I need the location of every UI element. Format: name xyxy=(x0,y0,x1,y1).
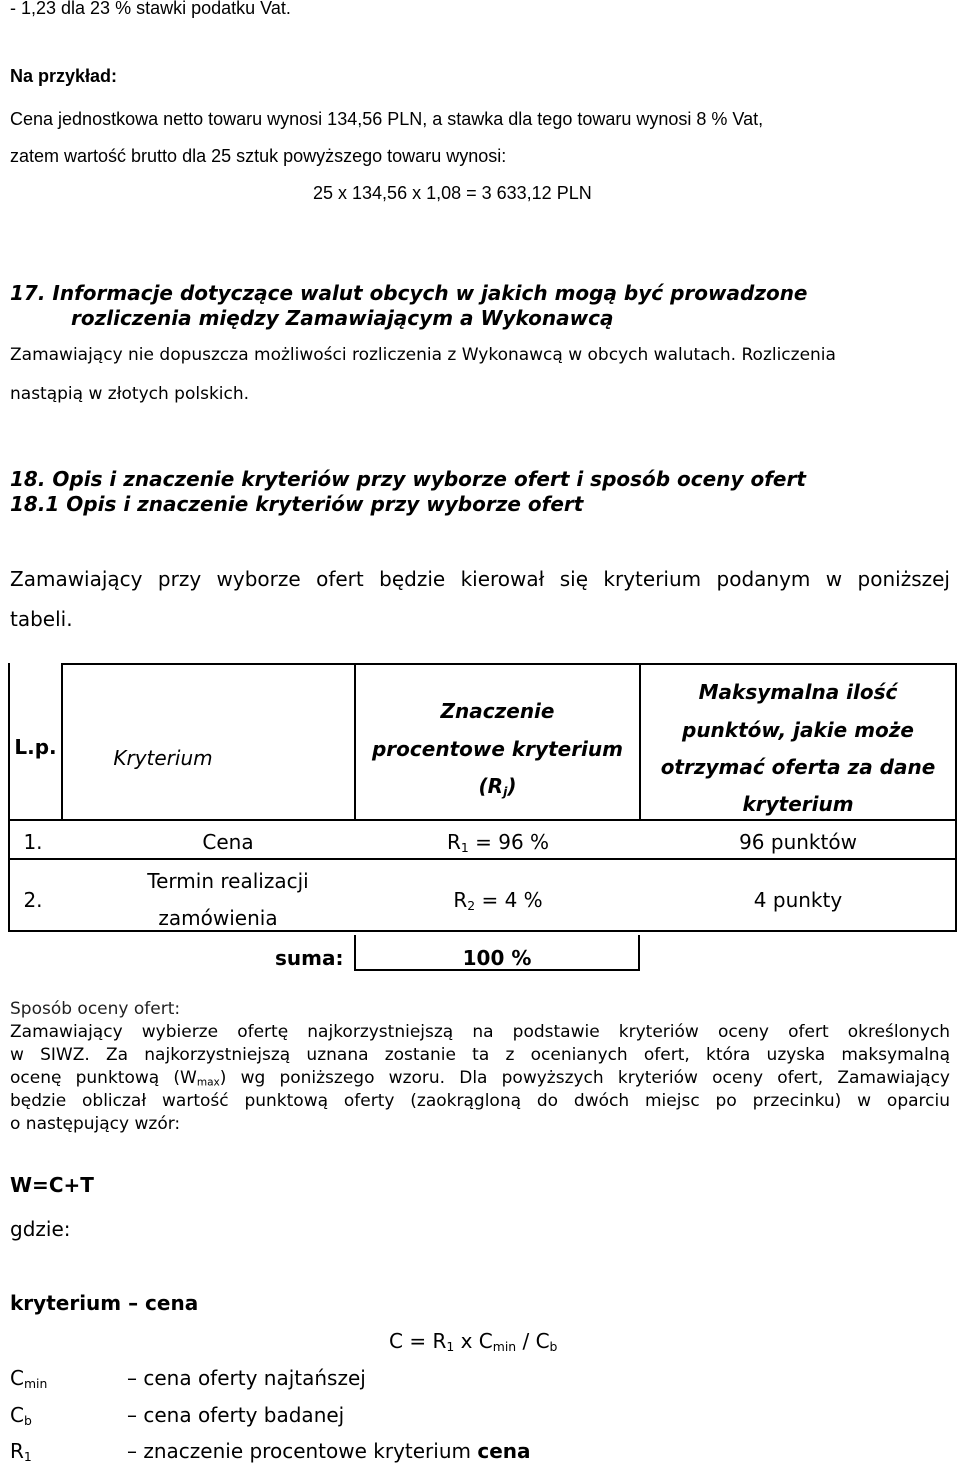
legend-desc-cmin: – cena oferty najtańszej xyxy=(127,1366,366,1390)
sum-label: suma: xyxy=(275,946,344,970)
evaluation-line-3: ocenę punktową $(W_{max})$ wg poniższego wzoru. Dla powyższych kryteriów oceny ofert, Zamawiający xyxy=(10,1068,950,1089)
table-row-1-points: 96 punktów xyxy=(739,830,857,854)
header-criterion: Kryterium xyxy=(113,746,213,770)
example-line-2: zatem wartość brutto dla 25 sztuk powyższego towaru wynosi: xyxy=(10,146,507,166)
example-formula: 25 x 134,56 x 1,08 = 3 633,12 PLN xyxy=(313,183,592,203)
section-18-1-heading: 18.1 Opis i znaczenie kryteriów przy wyborze ofert xyxy=(10,492,584,516)
header-max-line-4: kryterium xyxy=(742,792,854,816)
main-formula: W=C+T xyxy=(10,1173,94,1197)
where-label: gdzie: xyxy=(10,1217,71,1241)
section-17-heading: 17. Informacje dotyczące walut obcych w jakich mogą być prowadzone xyxy=(10,281,808,305)
header-lp: L.p. xyxy=(14,735,57,759)
evaluation-line-4: będzie obliczał wartość punktową oferty (zaokrągloną do dwóch miejsc po przecinku) w oparciu xyxy=(10,1091,950,1111)
header-max-line-1: Maksymalna ilość xyxy=(698,680,898,704)
evaluation-line-1: Zamawiający wybierze ofertę najkorzystniejszą na podstawie kryteriów oceny ofert określonych xyxy=(10,1022,950,1042)
price-formula: $C = R_1$ x $C_{min} / C_b$ xyxy=(389,1329,558,1355)
section-17-text-2: nastąpią w złotych polskich. xyxy=(10,384,250,404)
section-18-heading: 18. Opis i znaczenie kryteriów przy wyborze ofert i sposób oceny ofert xyxy=(10,467,806,491)
header-max-line-3: otrzymać oferta za dane xyxy=(660,755,936,779)
header-weight-line-1: Znaczenie xyxy=(440,699,555,723)
header-max-line-2: punktów, jakie może xyxy=(682,718,914,742)
price-criterion-heading: kryterium – cena xyxy=(10,1291,199,1315)
intro-line: - 1,23 dla 23 % stawki podatku Vat. xyxy=(10,0,291,18)
example-line-1: Cena jednostkowa netto towaru wynosi 134,56 PLN, a stawka dla tego towaru wynosi 8 % Vat, xyxy=(10,109,764,129)
sum-value: 100 % xyxy=(462,946,532,970)
table-row-2-criterion-line-2: zamówienia xyxy=(158,906,278,930)
evaluation-line-2: w SIWZ. Za najkorzystniejszą uznana zostanie ta z ocenianych ofert, która uzyska maksymalną xyxy=(10,1045,950,1065)
legend-symbol-cb: $C_b$ xyxy=(10,1403,32,1429)
example-heading: Na przykład: xyxy=(10,66,118,86)
section-18-text-1: Zamawiający przy wyborze ofert będzie kierował się kryterium podanym w poniższej xyxy=(10,567,950,591)
table-row-1-weight: $R_1 = 96$ % xyxy=(446,830,550,856)
header-weight-line-2: procentowe kryterium xyxy=(371,737,623,761)
table-row-2-lp: 2. xyxy=(23,888,43,912)
legend-desc-r1: – znaczenie procentowe kryterium cena xyxy=(127,1439,531,1463)
table-row-2-criterion-line-1: Termin realizacji xyxy=(147,869,309,893)
table-row-1-criterion: Cena xyxy=(202,830,254,854)
table-row-1-lp: 1. xyxy=(23,830,43,854)
section-17-heading-cont: rozliczenia między Zamawiającym a Wykonawcą xyxy=(71,306,614,330)
table-row-2-points: 4 punkty xyxy=(753,888,843,912)
table-row-2-weight: $R_2 = 4$ % xyxy=(453,888,543,914)
criteria-table xyxy=(8,663,957,932)
evaluation-heading: Sposób oceny ofert: xyxy=(10,999,181,1019)
legend-symbol-cmin: $C_{min}$ xyxy=(10,1366,48,1392)
header-weight-symbol: $(R_j)$ xyxy=(478,774,517,800)
section-18-text-2: tabeli. xyxy=(10,607,73,631)
legend-desc-cb: – cena oferty badanej xyxy=(127,1403,345,1427)
legend-symbol-r1: $R_1$ xyxy=(10,1439,32,1464)
evaluation-line-5: o następujący wzór: xyxy=(10,1114,181,1134)
section-17-text-1: Zamawiający nie dopuszcza możliwości rozliczenia z Wykonawcą w obcych walutach. Rozliczenia xyxy=(10,345,836,365)
